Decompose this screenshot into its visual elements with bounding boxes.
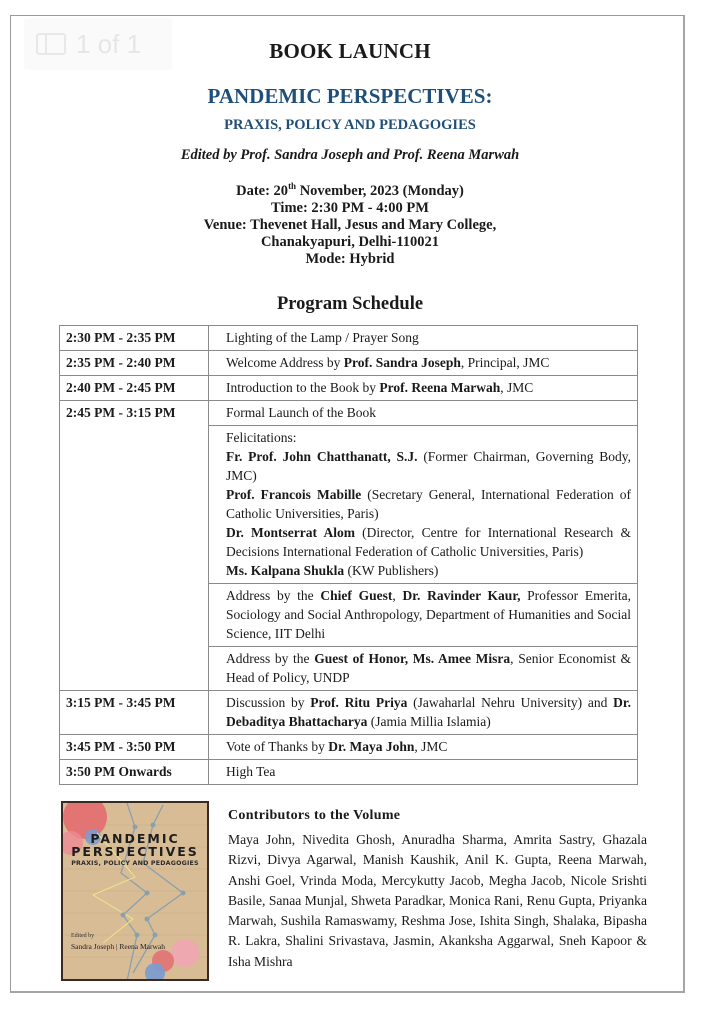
event-name-bold: Dr. Maya John <box>328 739 415 754</box>
schedule-event <box>209 351 638 376</box>
schedule-table <box>59 325 638 785</box>
contributors-list: Maya John, Nivedita Ghosh, Anuradha Sharma, Amrita Sastry, Ghazala Rizvi, Divya Agarwal, Manish Kaushik, Anil K. Gupta, Reena Marwah, Anshi Goel, Vrinda Moda, Mercykutty Jacob, Megha Jacob, Nicole Srishti Basile, Sanaa Munjal, Shweta Paradkar, Monica Rani, Renu Gupta, Priyanka Marwah, Sushila Ramaswamy, Reshma Jose, Ishita Singh, Shalaka, Bipasha R. Lakra, Shalini Srivastava, Jasmin, Akanksha Aggarwal, Sneh Kapoor & Isha Mishra <box>228 832 647 969</box>
schedule-row <box>60 691 638 735</box>
event-text: (Secretary General, International Federation of Catholic Universities, Paris) <box>226 487 631 521</box>
event-text: High Tea <box>226 764 276 779</box>
schedule-event <box>209 426 638 584</box>
event-text: (KW Publishers) <box>344 563 439 578</box>
event-text: , Senior Economist & Head of Policy, UNDP <box>226 651 631 685</box>
book-cover-image <box>61 801 209 981</box>
event-date <box>0 183 700 200</box>
schedule-row <box>60 376 638 401</box>
event-name-bold: Prof. Reena Marwah <box>379 380 501 395</box>
event-text: (Former Chairman, Governing Body, JMC) <box>226 449 631 483</box>
event-mode: Mode: Hybrid <box>305 251 395 267</box>
event-text: (Jamia Millia Islamia) <box>367 714 491 729</box>
cover-edited-label: Edited by <box>71 933 95 939</box>
schedule-row <box>60 326 638 351</box>
event-name-bold: Dr. Montserrat Alom <box>226 525 355 540</box>
event-text: (Jawaharlal Nehru University) and <box>407 695 614 710</box>
schedule-time: 3:45 PM - 3:50 PM <box>60 735 209 760</box>
schedule-event <box>209 326 638 351</box>
event-text: , Principal, JMC <box>460 355 550 370</box>
event-text: Professor Emerita, Sociology and Social Anthropology, Department of Humanities and Social Science, IIT Delhi <box>226 588 631 641</box>
schedule-event <box>209 584 638 647</box>
schedule-time: 2:30 PM - 2:35 PM <box>60 326 209 351</box>
event-text: Introduction to the Book by <box>226 380 380 395</box>
event-text: Lighting of the Lamp / Prayer Song <box>226 330 419 345</box>
date-suffix: November, 2023 (Monday) <box>296 183 464 199</box>
event-details <box>0 183 700 268</box>
event-venue-line2: Chanakyapuri, Delhi-110021 <box>260 234 440 250</box>
schedule-row <box>60 760 638 785</box>
event-text: Vote of Thanks by <box>226 739 329 754</box>
event-name-bold: Ms. Kalpana Shukla <box>226 563 345 578</box>
event-name-bold: Prof. Francois Mabille <box>226 487 362 502</box>
cover-title-line1: PANDEMIC <box>90 831 180 846</box>
schedule-time: 2:35 PM - 2:40 PM <box>60 351 209 376</box>
event-time: Time: 2:30 PM - 4:00 PM <box>271 200 429 216</box>
editors-line: Edited by Prof. Sandra Joseph and Prof. Reena Marwah <box>180 147 520 163</box>
date-prefix: Date: 20 <box>236 183 289 199</box>
event-text: , JMC <box>414 739 448 754</box>
cover-artwork <box>63 803 209 981</box>
event-name-bold: Guest of Honor, Ms. Amee Misra <box>314 651 511 666</box>
contributors-heading: Contributors to the Volume <box>228 808 401 823</box>
schedule-heading: Program Schedule <box>276 294 424 314</box>
schedule-event <box>209 401 638 426</box>
book-subtitle: PRAXIS, POLICY AND PEDAGOGIES <box>224 117 476 133</box>
event-text: (Director, Centre for International Research & Decisions International Federation of Catholic Universities, Paris) <box>226 525 631 559</box>
event-name-bold: Chief Guest <box>320 588 393 603</box>
event-name-bold: Prof. Ritu Priya <box>310 695 408 710</box>
event-text: Felicitations: <box>226 430 297 445</box>
schedule-time: 3:50 PM Onwards <box>60 760 209 785</box>
schedule-event <box>209 735 638 760</box>
schedule-event <box>209 691 638 735</box>
schedule-row <box>60 735 638 760</box>
event-venue-line1: Venue: Thevenet Hall, Jesus and Mary College, <box>203 217 497 233</box>
cover-editors: Sandra Joseph | Reena Marwah <box>71 942 165 951</box>
event-name-bold: Fr. Prof. John Chatthanatt, S.J. <box>226 449 418 464</box>
schedule-time: 3:15 PM - 3:45 PM <box>60 691 209 735</box>
event-name-bold: Dr. Ravinder Kaur, <box>402 588 521 603</box>
event-text: Formal Launch of the Book <box>226 405 376 420</box>
event-name-bold: Prof. Sandra Joseph <box>343 355 461 370</box>
event-text: Address by the <box>226 651 315 666</box>
schedule-time: 2:40 PM - 2:45 PM <box>60 376 209 401</box>
page-indicator-label: 1 of 1 <box>76 28 142 59</box>
event-text: , <box>392 588 403 603</box>
cover-subtitle: PRAXIS, POLICY AND PEDAGOGIES <box>71 860 199 867</box>
event-text: Welcome Address by <box>226 355 344 370</box>
schedule-event <box>209 376 638 401</box>
schedule-event <box>209 647 638 691</box>
event-text: Address by the <box>226 588 321 603</box>
date-sup: th <box>288 181 297 192</box>
cover-title-line2: PERSPECTIVES <box>71 844 199 859</box>
schedule-time: 2:45 PM - 3:15 PM <box>60 401 209 691</box>
schedule-event <box>209 760 638 785</box>
event-title: BOOK LAUNCH <box>269 39 431 63</box>
event-text: Discussion by <box>226 695 311 710</box>
schedule-row <box>60 401 638 426</box>
book-title: PANDEMIC PERSPECTIVES: <box>207 84 493 108</box>
event-name-bold: Dr. Debaditya Bhattacharya <box>226 695 631 729</box>
event-text: , JMC <box>500 380 534 395</box>
schedule-row <box>60 351 638 376</box>
